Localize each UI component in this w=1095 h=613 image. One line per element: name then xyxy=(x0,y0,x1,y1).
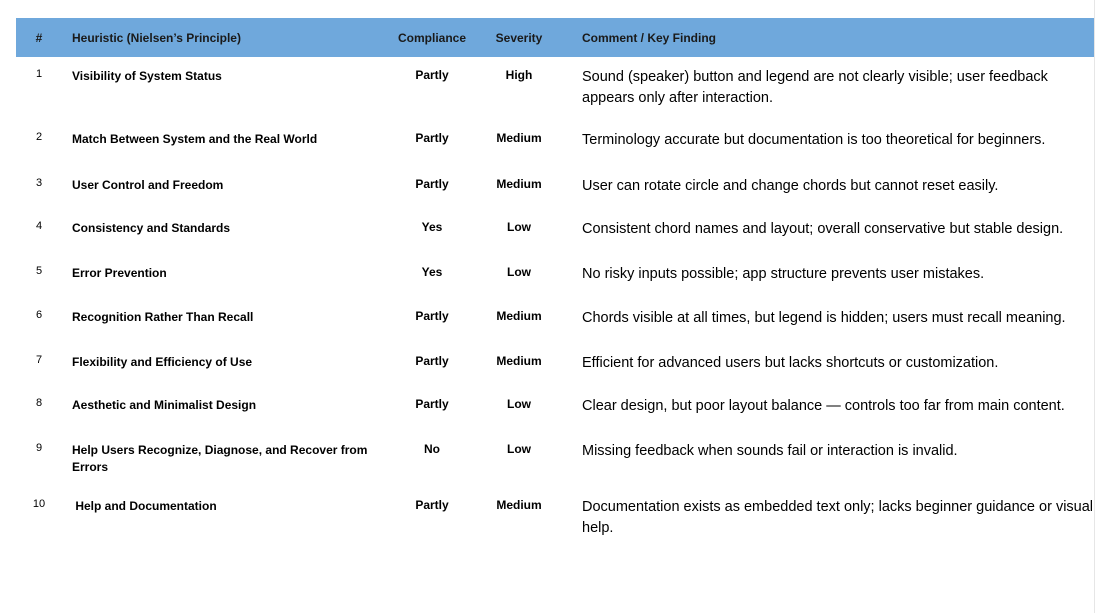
row-comment: Efficient for advanced users but lacks shortcuts or customization. xyxy=(582,355,999,371)
row-severity: Medium xyxy=(496,309,542,323)
row-heuristic: User Control and Freedom xyxy=(72,178,224,192)
row-heuristic: Help Users Recognize, Diagnose, and Recover from Errors xyxy=(72,443,368,474)
row-compliance: Yes xyxy=(421,220,443,234)
row-severity: Low xyxy=(507,220,531,234)
header-compliance: Compliance xyxy=(397,30,466,45)
row-num: 5 xyxy=(35,265,43,277)
table-row xyxy=(16,254,1095,298)
row-num: 3 xyxy=(35,177,43,189)
row-num: 8 xyxy=(35,397,43,409)
row-num: 6 xyxy=(35,309,43,321)
row-heuristic: Visibility of System Status xyxy=(72,69,222,83)
row-compliance: Partly xyxy=(415,177,449,191)
header-num: # xyxy=(35,30,43,45)
row-num: 2 xyxy=(35,131,43,143)
row-heuristic: Recognition Rather Than Recall xyxy=(72,310,254,324)
row-num: 1 xyxy=(35,68,43,80)
row-heuristic: Error Prevention xyxy=(72,266,167,280)
row-comment: Missing feedback when sounds fail or interaction is invalid. xyxy=(582,443,958,459)
row-comment: Chords visible at all times, but legend is hidden; users must recall meaning. xyxy=(582,310,1066,326)
row-severity: Medium xyxy=(496,354,542,368)
row-num: 7 xyxy=(35,354,43,366)
row-heuristic: Consistency and Standards xyxy=(72,221,231,235)
row-heuristic: Match Between System and the Real World xyxy=(72,132,318,146)
table-row xyxy=(16,120,1095,166)
table-header xyxy=(16,18,1095,57)
header-row xyxy=(16,18,1095,57)
row-compliance: Partly xyxy=(415,68,449,82)
row-compliance: Yes xyxy=(421,265,443,279)
table-row xyxy=(16,487,1095,554)
row-heuristic: Flexibility and Efficiency of Use xyxy=(72,355,253,369)
row-severity: Medium xyxy=(496,498,542,512)
row-compliance: Partly xyxy=(415,397,449,411)
header-severity: Severity xyxy=(495,30,543,45)
table-row xyxy=(16,298,1095,343)
table-row xyxy=(16,431,1095,487)
row-comment: Documentation exists as embedded text only; lacks beginner guidance or visual help. xyxy=(582,499,1094,536)
row-heuristic: Aesthetic and Minimalist Design xyxy=(72,398,257,412)
row-severity: Medium xyxy=(496,177,542,191)
row-comment: Sound (speaker) button and legend are not clearly visible; user feedback appears only after interaction. xyxy=(582,69,1048,106)
row-compliance: No xyxy=(424,442,440,456)
header-comment: Comment / Key Finding xyxy=(582,30,717,45)
row-comment: No risky inputs possible; app structure prevents user mistakes. xyxy=(582,266,985,282)
row-severity: Medium xyxy=(496,131,542,145)
row-heuristic: Help and Documentation xyxy=(72,499,217,513)
heuristics-table xyxy=(16,18,1095,554)
header-heuristic: Heuristic (Nielsen’s Principle) xyxy=(72,30,241,45)
row-compliance: Partly xyxy=(415,131,449,145)
row-comment: User can rotate circle and change chords but cannot reset easily. xyxy=(582,178,999,194)
row-comment: Terminology accurate but documentation is too theoretical for beginners. xyxy=(582,132,1046,148)
row-comment: Clear design, but poor layout balance — controls too far from main content. xyxy=(582,398,1065,414)
row-compliance: Partly xyxy=(415,309,449,323)
row-severity: Low xyxy=(507,442,531,456)
row-severity: Low xyxy=(507,397,531,411)
row-num: 10 xyxy=(32,498,46,510)
table-row xyxy=(16,57,1095,120)
table-body xyxy=(16,57,1095,554)
row-num: 9 xyxy=(35,442,43,454)
table-row xyxy=(16,386,1095,431)
row-num: 4 xyxy=(35,220,43,232)
table-row xyxy=(16,209,1095,254)
row-comment: Consistent chord names and layout; overall conservative but stable design. xyxy=(582,221,1064,237)
row-compliance: Partly xyxy=(415,498,449,512)
row-severity: High xyxy=(505,68,533,82)
row-severity: Low xyxy=(507,265,531,279)
table-row xyxy=(16,343,1095,386)
table-row xyxy=(16,166,1095,209)
row-compliance: Partly xyxy=(415,354,449,368)
